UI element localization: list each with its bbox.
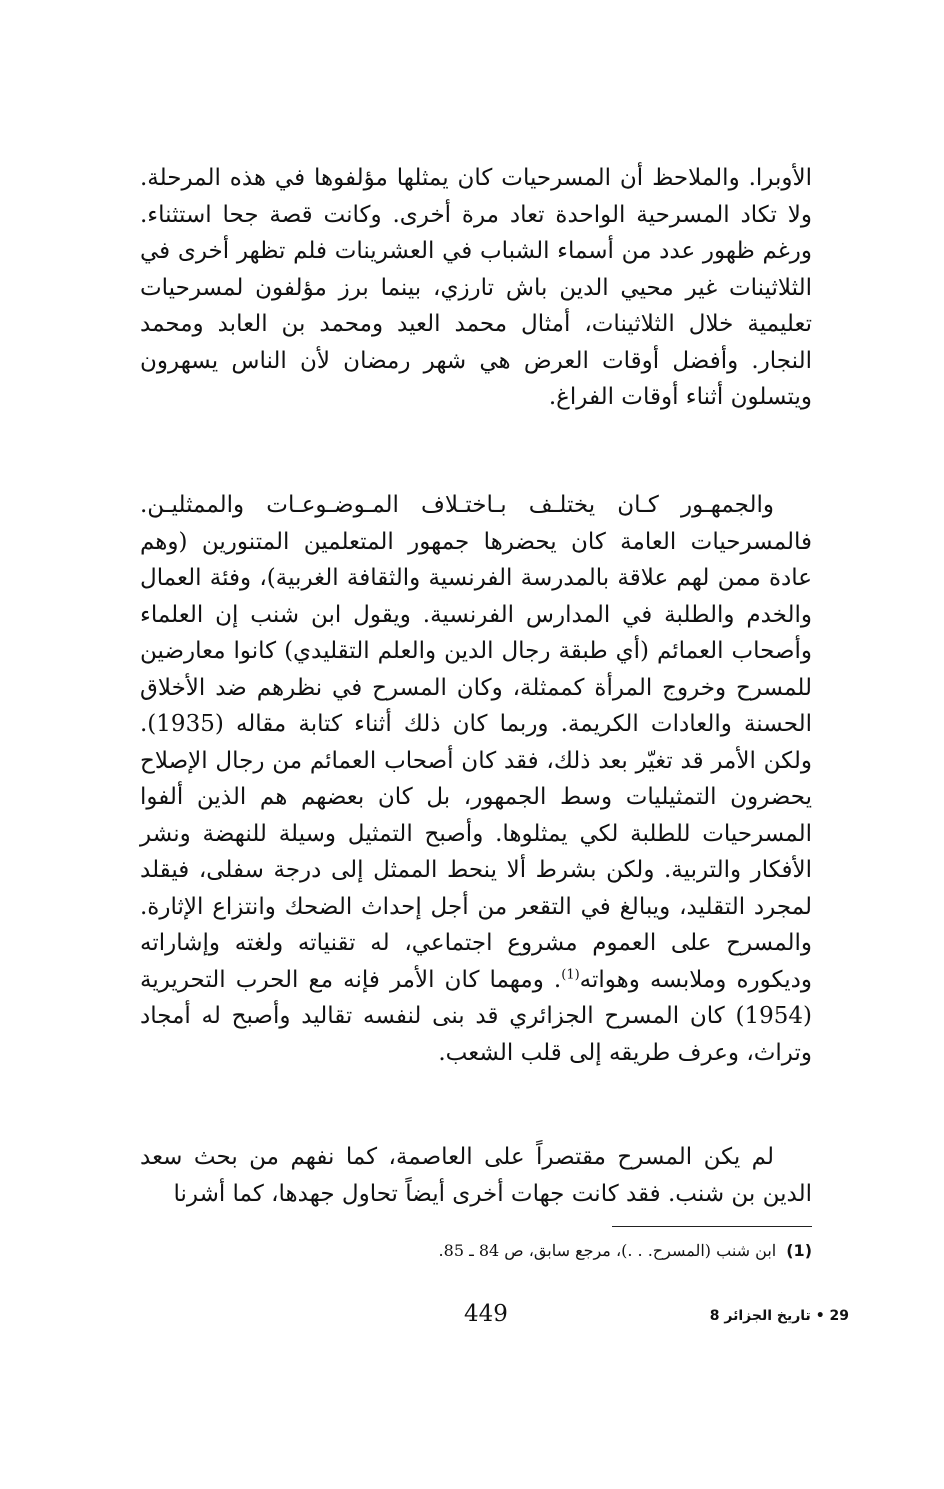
footnote-reference[interactable]: (1) [561, 966, 580, 982]
page-number: 449 [464, 1301, 508, 1327]
footnote [132, 1238, 812, 1264]
paragraph-theater-authors: الأوبرا. والملاحظ أن المسرحيات كان يمثلها مؤلفوها في هذه المرحلة. ولا تكاد المسرحية الواحدة تعاد مرة أخرى. وكانت قصة جحا استثناء. ورغم ظهور عدد من أسماء الشباب في العشرينات فلم تظهر أخرى في الثلاثينات غير محيي الدين باش تارزي، بينما برز مؤلفون لمسرحيات تعليمية خلال الثلاثينات، أمثال محمد العيد ومحمد بن العابد ومحمد النجار. وأفضل أوقات العرض هي شهر رمضان لأن الناس يسهرون ويتسلون أثناء أوقات الفراغ. [140, 165, 812, 410]
footnote-marker: (1) [786, 1241, 812, 1260]
paragraph-theater-regions: لم يكن المسرح مقتصراً على العاصمة، كما نفهم من بحث سعد الدين بن شنب. فقد كانت جهات أخرى أيضاً تحاول جهدها، كما أشرنا [140, 1144, 812, 1207]
running-footer: 29 • تاريخ الجزائر 8 [709, 1308, 849, 1324]
footnote-divider [612, 1226, 812, 1227]
paragraph-audience-text: والجمهـور كـان يختلـف بـاختـلاف المـوضـوعـات والممثليـن. فالمسرحيات العامة كان يحضرها جمهور المتعلمين المتنورين (وهم عادة ممن لهم علاقة بالمدرسة الفرنسية والثقافة الغربية)، وفئة العمال والخدم والطلبة في المدارس الفرنسية. ويقول ابن شنب إن العلماء وأصحاب العمائم (أي طبقة رجال الدين والعلم التقليدي) كانوا معارضين للمسرح وخروج المرأة كممثلة، وكان المسرح في نظرهم ضد الأخلاق الحسنة والعادات الكريمة. وربما كان ذلك أثناء كتابة مقاله (1935). ولكن الأمر قد تغيّر بعد ذلك، فقد كان أصحاب العمائم من رجال الإصلاح يحضرون التمثيليات وسط الجمهور، بل كان بعضهم هم الذين ألفوا المسرحيات للطلبة لكي يمثلوها. وأصبح التمثيل وسيلة للنهضة ونشر الأفكار والتربية. ولكن بشرط ألا ينحط الممثل إلى درجة سفلى، فيقلد لمجرد التقليد، ويبالغ في التقعر من أجل إحداث الضحك وانتزاع الإثارة. والمسرح على العموم مشروع اجتماعي، له تقنياته ولغته وإشاراته وديكوره وملابسه وهواته [140, 492, 812, 993]
footnote-text: ابن شنب (المسرح. . .)، مرجع سابق، ص 84 ـ 85. [438, 1241, 777, 1260]
paragraph-theater-audience [140, 487, 812, 1071]
paragraph-audience-text-cont: . ومهما كان الأمر فإنه مع الحرب التحريرية (1954) كان المسرح الجزائري قد بنى لنفسه تقاليد وأصبح له أمجاد وتراث، وعرف طريقه إلى قلب الشعب. [140, 966, 812, 1066]
